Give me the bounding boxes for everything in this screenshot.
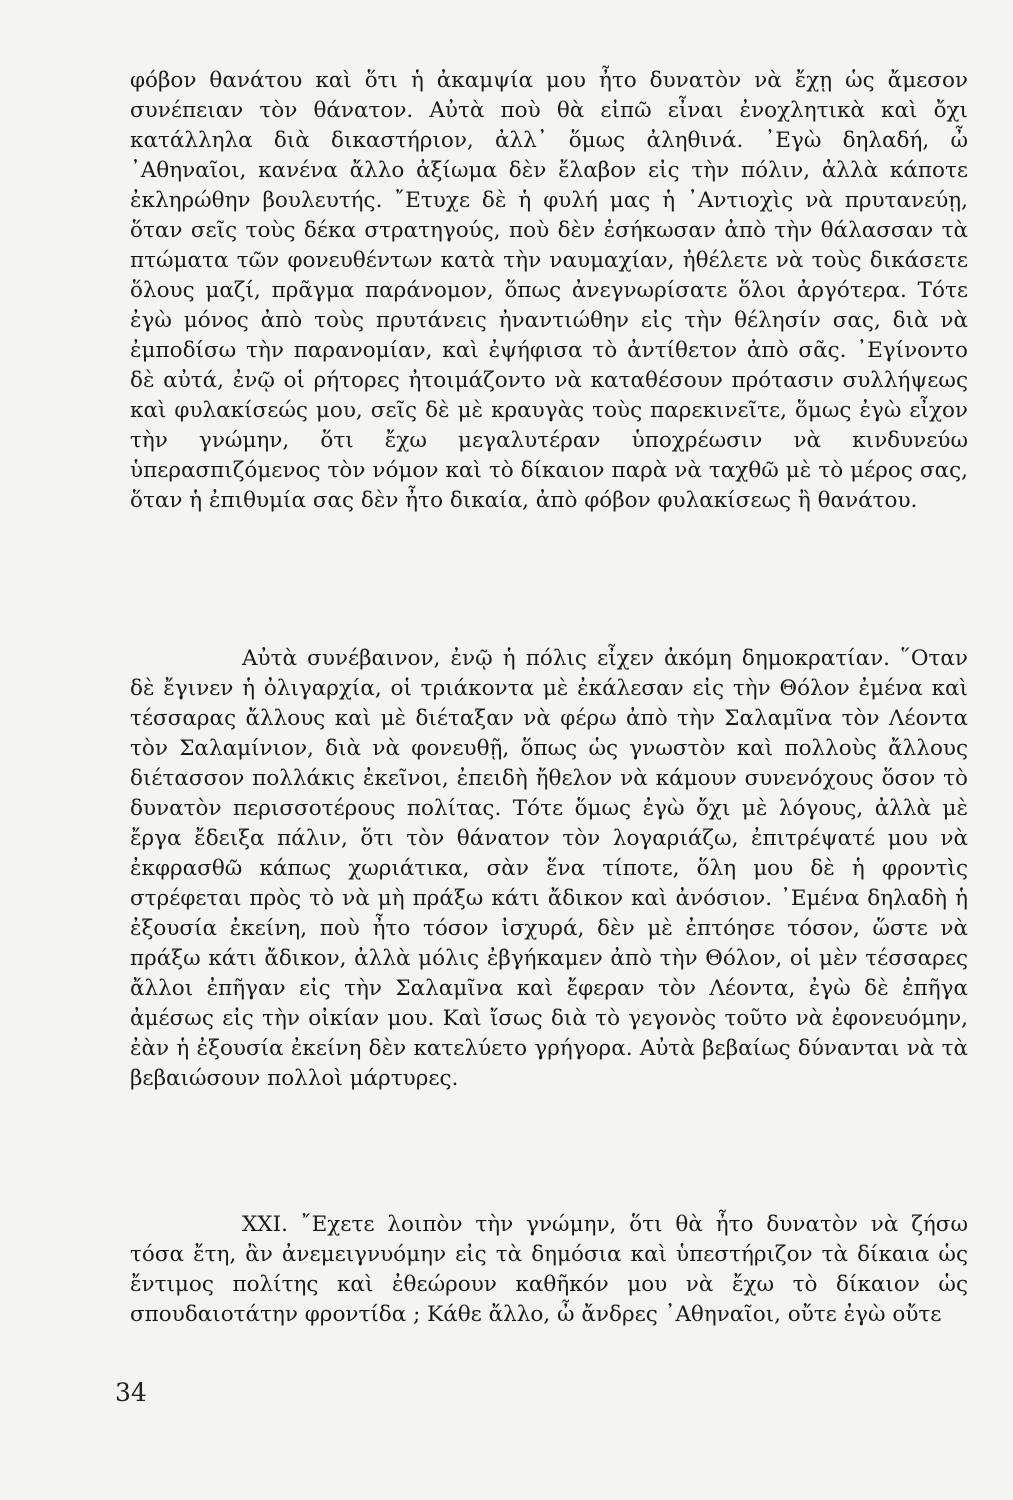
text-block-section-xxi [130, 1210, 968, 1330]
page-number: 34 [115, 1378, 147, 1407]
text-block-second [130, 644, 968, 1094]
text-block-continued [130, 66, 968, 516]
paragraph-second: Αὐτὰ συνέβαινον, ἐνῷ ἡ πόλις εἶχεν ἀκόμη δημοκρατίαν. ῞Οταν δὲ ἔγινεν ἡ ὀλιγαρχία, οἱ τριάκοντα μὲ ἐκάλεσαν εἰς τὴν Θόλον ἐμένα καὶ τέσσαρας ἄλλους καὶ μὲ διέταξαν νὰ φέρω ἀπὸ τὴν Σαλαμῖνα τὸν Λέοντα τὸν Σαλαμίνιον, διὰ νὰ φονευθῇ, ὅπως ὡς γνωστὸν καὶ πολλοὺς ἄλλους διέτασσον πολλάκις ἐκεῖνοι, ἐπειδὴ ἤθελον νὰ κάμουν συνενόχους ὅσον τὸ δυνατὸν περισσοτέρους πολίτας. Τότε ὅμως ἐγὼ ὄχι μὲ λόγους, ἀλλὰ μὲ ἔργα ἔδειξα πάλιν, ὅτι τὸν θάνατον τὸν λογαριάζω, ἐπιτρέψατέ μου νὰ ἐκφρασθῶ κάπως χωριάτικα, σὰν ἕνα τίποτε, ὅλη μου δὲ ἡ φροντὶς στρέφεται πρὸς τὸ νὰ μὴ πράξω κάτι ἄδικον καὶ ἀνόσιον. ᾿Εμένα δηλαδὴ ἡ ἐξουσία ἐκείνη, ποὺ ἦτο τόσον ἰσχυρά, δὲν μὲ ἐπτόησε τόσον, ὥστε νὰ πράξω κάτι ἄδικον, ἀλλὰ μόλις ἐβγήκαμεν ἀπὸ τὴν Θόλον, οἱ μὲν τέσσαρες ἄλλοι ἐπῆγαν εἰς τὴν Σαλαμῖνα καὶ ἔφεραν τὸν Λέοντα, ἐγὼ δὲ ἐπῆγα ἀμέσως εἰς τὴν οἰκίαν μου. Καὶ ἴσως διὰ τὸ γεγονὸς τοῦτο νὰ ἐφονευόμην, ἐὰν ἡ ἐξουσία ἐκείνη δὲν κατελύετο γρήγορα. Αὐτὰ βεβαίως δύνανται νὰ τὰ βεβαιώσουν πολλοὶ μάρτυρες. [130, 646, 968, 1091]
paragraph-section-xxi: XXI. ῎Εχετε λοιπὸν τὴν γνώμην, ὅτι θὰ ἦτο δυνατὸν νὰ ζήσω τόσα ἔτη, ἂν ἀνεμειγνυόμην εἰς τὰ δημόσια καὶ ὑπεστήριζον τὰ δίκαια ὡς ἔντιμος πολίτης καὶ ἐθεώρουν καθῆκόν μου νὰ ἔχω τὸ δίκαιον ὡς σπουδαιοτάτην φροντίδα ; Κάθε ἄλλο, ὦ ἄνδρες ᾿Αθηναῖοι, οὔτε ἐγὼ οὔτε [130, 1212, 968, 1327]
paragraph-continued: φόβον θανάτου καὶ ὅτι ἡ ἀκαμψία μου ἦτο δυνατὸν νὰ ἔχῃ ὡς ἄμεσον συνέπειαν τὸν θάνατον. Αὐτὰ ποὺ θὰ εἰπῶ εἶναι ἐνοχλητικὰ καὶ ὄχι κατάλληλα διὰ δικαστήριον, ἀλλ᾽ ὅμως ἀληθινά. ᾿Εγὼ δηλαδή, ὦ ᾿Αθηναῖοι, κανένα ἄλλο ἀξίωμα δὲν ἔλαβον εἰς τὴν πόλιν, ἀλλὰ κάποτε ἐκληρώθην βουλευτής. ῎Ετυχε δὲ ἡ φυλή μας ἡ ᾿Αντιοχὶς νὰ πρυτανεύῃ, ὅταν σεῖς τοὺς δέκα στρατηγούς, ποὺ δὲν ἐσήκωσαν ἀπὸ τὴν θάλασσαν τὰ πτώματα τῶν φονευθέντων κατὰ τὴν ναυμαχίαν, ἠθέλετε νὰ τοὺς δικάσετε ὅλους μαζί, πρᾶγμα παράνομον, ὅπως ἀνεγνωρίσατε ὅλοι ἀργότερα. Τότε ἐγὼ μόνος ἀπὸ τοὺς πρυτάνεις ἠναντιώθην εἰς τὴν θέλησίν σας, διὰ νὰ ἐμποδίσω τὴν παρανομίαν, καὶ ἐψήφισα τὸ ἀντίθετον ἀπὸ σᾶς. ᾿Εγίνοντο δὲ αὐτά, ἐνῷ οἱ ρήτορες ἠτοιμάζοντο νὰ καταθέσουν πρότασιν συλλήψεως καὶ φυλακίσεώς μου, σεῖς δὲ μὲ κραυγὰς τοὺς παρεκινεῖτε, ὅμως ἐγὼ εἶχον τὴν γνώμην, ὅτι ἔχω μεγαλυτέραν ὑποχρέωσιν νὰ κινδυνεύω ὑπερασπιζόμενος τὸν νόμον καὶ τὸ δίκαιον παρὰ νὰ ταχθῶ μὲ τὸ μέρος σας, ὅταν ἡ ἐπιθυμία σας δὲν ἦτο δικαία, ἀπὸ φόβον φυλακίσεως ἢ θανάτου. [130, 68, 968, 513]
